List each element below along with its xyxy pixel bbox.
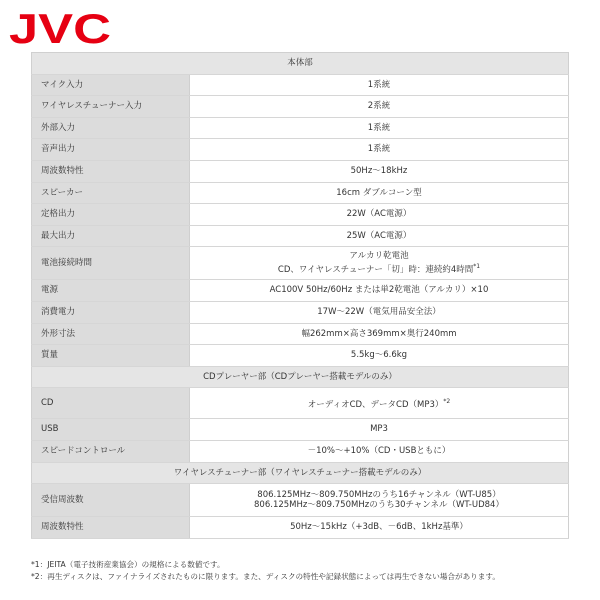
section-title: ワイヤレスチューナー部（ワイヤレスチューナー搭載モデルのみ） — [32, 462, 569, 484]
row-label: 最大出力 — [32, 225, 190, 247]
row-value: 1系統 — [190, 74, 569, 96]
value-line: 806.125MHz～809.750MHzのうち16チャンネル（WT-U85） — [257, 489, 501, 500]
footnote: *2：再生ディスクは、ファイナライズされたものに限ります。また、ディスクの特性や記録状態によっては再生できない場合があります。 — [31, 572, 500, 581]
table-row — [32, 139, 569, 161]
row-label: 消費電力 — [32, 301, 190, 323]
row-label: スピードコントロール — [32, 440, 190, 462]
table-row — [32, 323, 569, 345]
table-row — [32, 182, 569, 204]
section-header-main-unit — [32, 53, 569, 75]
section-title: CDプレーヤー部（CDプレーヤー搭載モデルのみ） — [32, 366, 569, 388]
row-label: 電池接続時間 — [32, 247, 190, 280]
row-value — [190, 388, 569, 419]
table-row — [32, 280, 569, 302]
row-value: 50Hz～18kHz — [190, 160, 569, 182]
table-row — [32, 160, 569, 182]
row-label: 電源 — [32, 280, 190, 302]
section-header-wireless-tuner — [32, 462, 569, 484]
row-label: スピーカー — [32, 182, 190, 204]
row-value: MP3 — [190, 419, 569, 441]
footnote-mark: *1 — [473, 262, 481, 270]
row-value — [190, 484, 569, 517]
row-value: －10%～+10%（CD・USBともに） — [190, 440, 569, 462]
table-row — [32, 204, 569, 226]
table-row — [32, 225, 569, 247]
row-value: 2系統 — [190, 96, 569, 118]
table-row — [32, 419, 569, 441]
table-row — [32, 517, 569, 539]
row-value: 22W（AC電源） — [190, 204, 569, 226]
row-value: AC100V 50Hz/60Hz または単2乾電池（アルカリ）×10 — [190, 280, 569, 302]
row-label: USB — [32, 419, 190, 441]
table-row — [32, 301, 569, 323]
table-row — [32, 345, 569, 367]
row-value — [190, 247, 569, 280]
table-row — [32, 247, 569, 280]
row-label: 定格出力 — [32, 204, 190, 226]
value-text: オーディオCD、データCD（MP3） — [307, 399, 444, 410]
row-label: 外部入力 — [32, 117, 190, 139]
row-value: 5.5kg～6.6kg — [190, 345, 569, 367]
value-line: 806.125MHz～809.750MHzのうち30チャンネル（WT-UD84） — [254, 500, 504, 511]
row-value: 1系統 — [190, 117, 569, 139]
row-label: 受信周波数 — [32, 484, 190, 517]
row-label: 周波数特性 — [32, 160, 190, 182]
row-label: マイク入力 — [32, 74, 190, 96]
row-label: 外形寸法 — [32, 323, 190, 345]
footnotes — [31, 559, 576, 583]
value-line: CD、ワイヤレスチューナー「切」時：連続約4時間 — [277, 264, 474, 275]
jvc-logo — [9, 9, 113, 49]
row-label: 音声出力 — [32, 139, 190, 161]
row-label: 周波数特性 — [32, 517, 190, 539]
section-title: 本体部 — [32, 53, 569, 75]
table-row — [32, 440, 569, 462]
row-value: 25W（AC電源） — [190, 225, 569, 247]
section-header-cd-player — [32, 366, 569, 388]
row-label: ワイヤレスチューナー入力 — [32, 96, 190, 118]
table-row — [32, 74, 569, 96]
table-row — [32, 117, 569, 139]
jvc-logo-text: JVC — [9, 9, 111, 49]
table-row — [32, 96, 569, 118]
row-value: 16cm ダブルコーン型 — [190, 182, 569, 204]
row-value: 幅262mm×高さ369mm×奥行240mm — [190, 323, 569, 345]
footnote: *1：JEITA（電子技術産業協会）の規格による数値です。 — [31, 560, 225, 569]
table-row — [32, 388, 569, 419]
row-value: 50Hz～15kHz（+3dB、－6dB、1kHz基準） — [190, 517, 569, 539]
row-label: CD — [32, 388, 190, 419]
row-value: 17W～22W（電気用品安全法） — [190, 301, 569, 323]
row-value: 1系統 — [190, 139, 569, 161]
row-label: 質量 — [32, 345, 190, 367]
spec-table — [31, 52, 569, 539]
table-row — [32, 484, 569, 517]
value-line: アルカリ乾電池 — [349, 251, 409, 262]
footnote-mark: *2 — [443, 397, 451, 405]
value-line-with-note — [190, 262, 568, 276]
